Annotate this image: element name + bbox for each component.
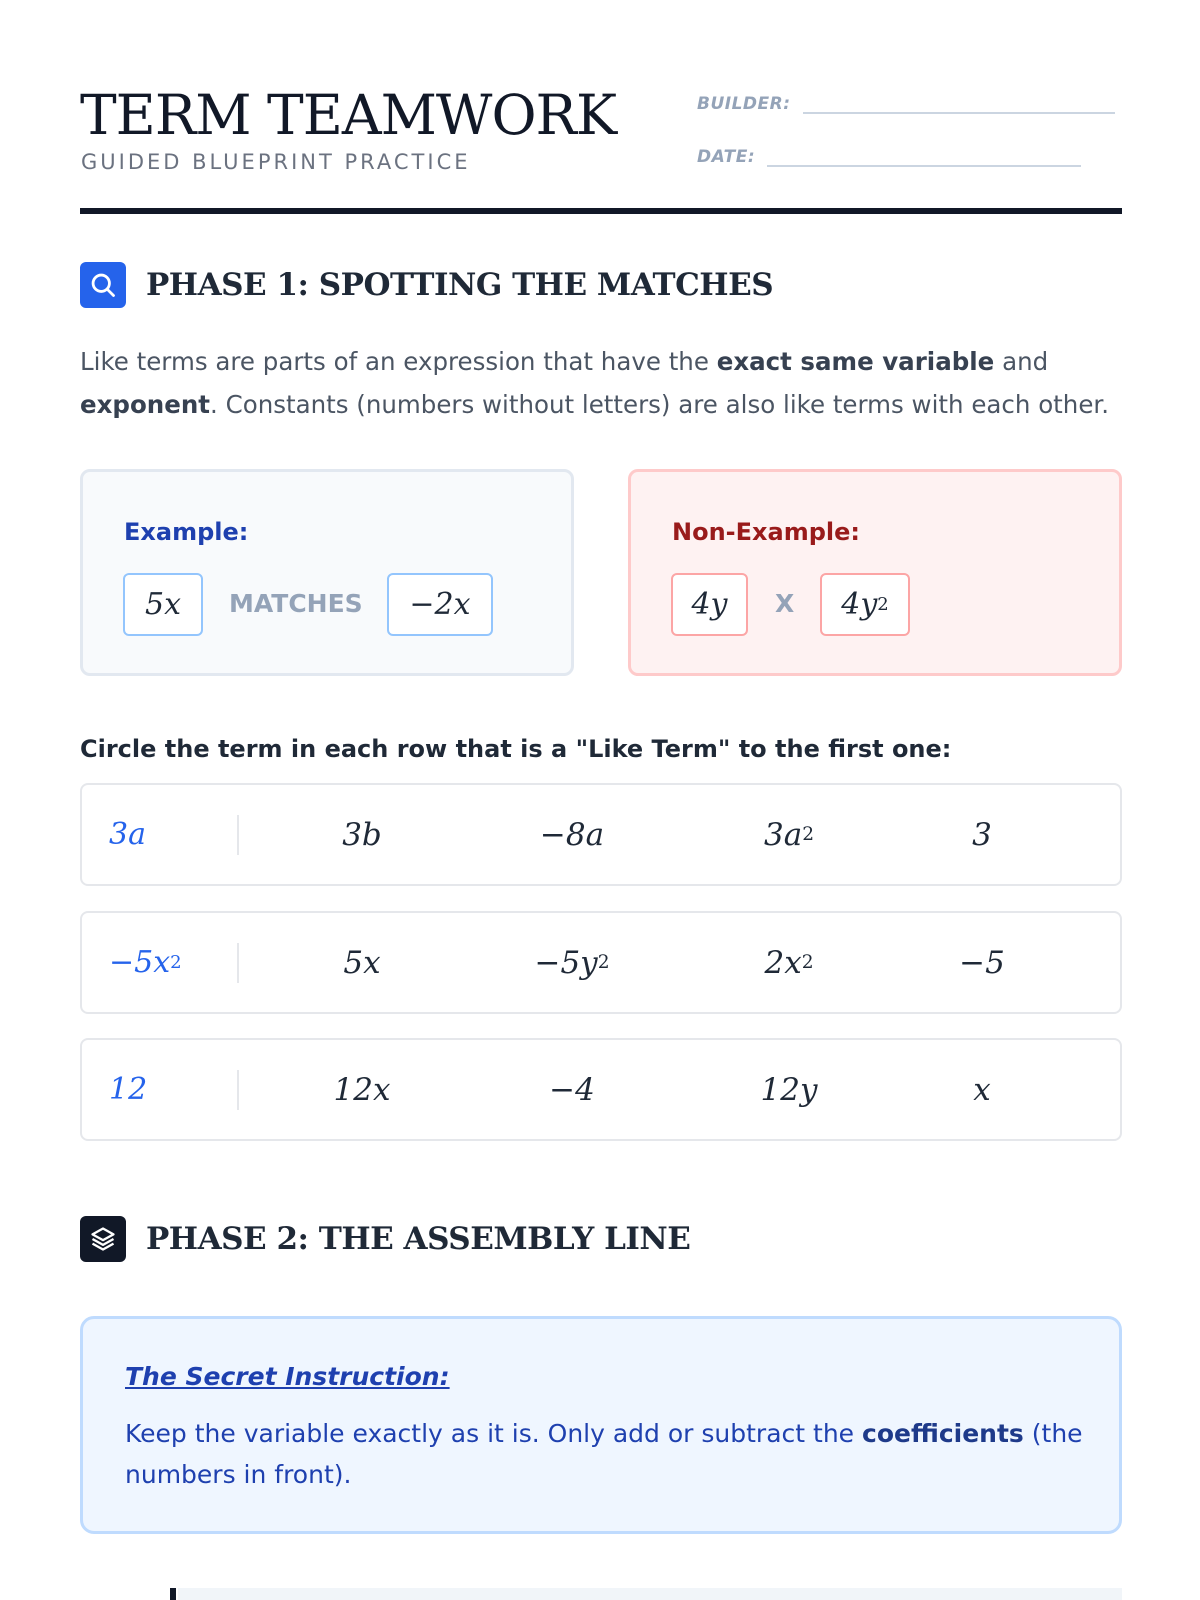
like-term-row <box>80 911 1122 1014</box>
row-option-term[interactable] <box>487 785 657 884</box>
term-base: −8a <box>539 816 605 853</box>
example-label: Example: <box>124 518 249 546</box>
term-base: 3b <box>342 816 382 853</box>
secret-instruction-title: The Secret Instruction: <box>125 1362 450 1391</box>
row-option-term[interactable] <box>277 1040 447 1139</box>
term-base: 5x <box>343 944 381 981</box>
phase2-heading <box>80 1216 690 1262</box>
row-option-term[interactable] <box>897 913 1067 1012</box>
info-text-2: (the numbers in front). <box>125 1419 1083 1489</box>
term-base: 3a <box>109 817 146 852</box>
term-base: −5 <box>959 944 1005 981</box>
row-target-term <box>109 785 146 884</box>
row-target-term: −5x 2 <box>109 945 182 980</box>
date-input-line[interactable] <box>767 147 1081 167</box>
layers-icon <box>80 1216 126 1262</box>
info-text-1: Keep the variable exactly as it is. Only add or subtract the <box>125 1419 862 1448</box>
info-bold-coefficients: coefficients <box>862 1419 1024 1448</box>
non-example-label: Non-Example: <box>672 518 860 546</box>
row-target-term <box>109 1040 147 1139</box>
row-option-term[interactable] <box>704 1040 874 1139</box>
example-card <box>80 469 574 676</box>
circle-instruction: Circle the term in each row that is a "Like Term" to the first one: <box>80 735 952 763</box>
search-icon <box>80 262 126 308</box>
secret-instruction-box <box>80 1316 1122 1534</box>
term-base: 12y <box>760 1071 818 1108</box>
example-term-b: −2x <box>387 573 493 636</box>
intro-text-1: Like terms are parts of an expression that have the <box>80 347 717 376</box>
term-b-base: 4y <box>841 587 878 622</box>
row-divider <box>237 815 239 855</box>
like-term-row <box>80 1038 1122 1141</box>
row-option-term[interactable] <box>277 913 447 1012</box>
page-subtitle: GUIDED BLUEPRINT PRACTICE <box>81 150 471 174</box>
term-base: x <box>973 1071 991 1108</box>
row-divider <box>237 1070 239 1110</box>
example-separator: MATCHES <box>229 589 363 618</box>
secret-instruction-body <box>125 1413 1085 1495</box>
worksheet-header <box>80 80 1122 214</box>
date-field-row <box>697 147 1081 167</box>
term-base: 12 <box>109 1072 148 1107</box>
intro-text-3: . Constants (numbers without letters) are also like terms with each other. <box>210 390 1110 419</box>
builder-label: BUILDER: <box>697 94 791 114</box>
row-option-term[interactable] <box>487 1040 657 1139</box>
term-base: 3 <box>972 816 992 853</box>
term-base: 12x <box>333 1071 391 1108</box>
phase2-title: PHASE 2: THE ASSEMBLY LINE <box>146 1221 691 1257</box>
row-option-term[interactable]: 3a 2 <box>763 816 815 853</box>
builder-field-row <box>697 94 1115 114</box>
non-example-card <box>628 469 1122 676</box>
page-title: TERM TEAMWORK <box>80 83 617 147</box>
row-option-term[interactable]: 2x 2 <box>764 944 814 981</box>
intro-text-2: and <box>994 347 1049 376</box>
phase1-title: PHASE 1: SPOTTING THE MATCHES <box>146 267 774 303</box>
row-option-term[interactable]: −5y 2 <box>534 944 610 981</box>
like-term-row <box>80 783 1122 886</box>
next-section-block <box>178 1588 1122 1600</box>
term-base: 3a <box>763 816 803 853</box>
non-example-term-a: 4y <box>671 573 748 636</box>
term-base: −5x <box>109 945 171 980</box>
row-divider <box>237 943 239 983</box>
term-base: −4 <box>549 1071 595 1108</box>
non-example-term-b: 4y 2 <box>820 573 910 636</box>
next-section-marker <box>170 1588 176 1600</box>
row-option-term[interactable] <box>897 1040 1067 1139</box>
builder-input-line[interactable] <box>803 94 1115 114</box>
intro-bold-exponent: exponent <box>80 390 211 419</box>
phase1-intro <box>80 340 1122 426</box>
term-base: 2x <box>764 944 802 981</box>
row-option-term[interactable] <box>897 785 1067 884</box>
date-label: DATE: <box>697 147 756 167</box>
phase1-heading <box>80 262 773 308</box>
example-term-a: 5x <box>123 573 203 636</box>
intro-bold-variable: exact same variable <box>716 347 995 376</box>
non-example-separator: X <box>775 589 795 618</box>
row-option-term[interactable] <box>277 785 447 884</box>
header-divider <box>80 208 1122 214</box>
term-base: −5y <box>534 944 598 981</box>
